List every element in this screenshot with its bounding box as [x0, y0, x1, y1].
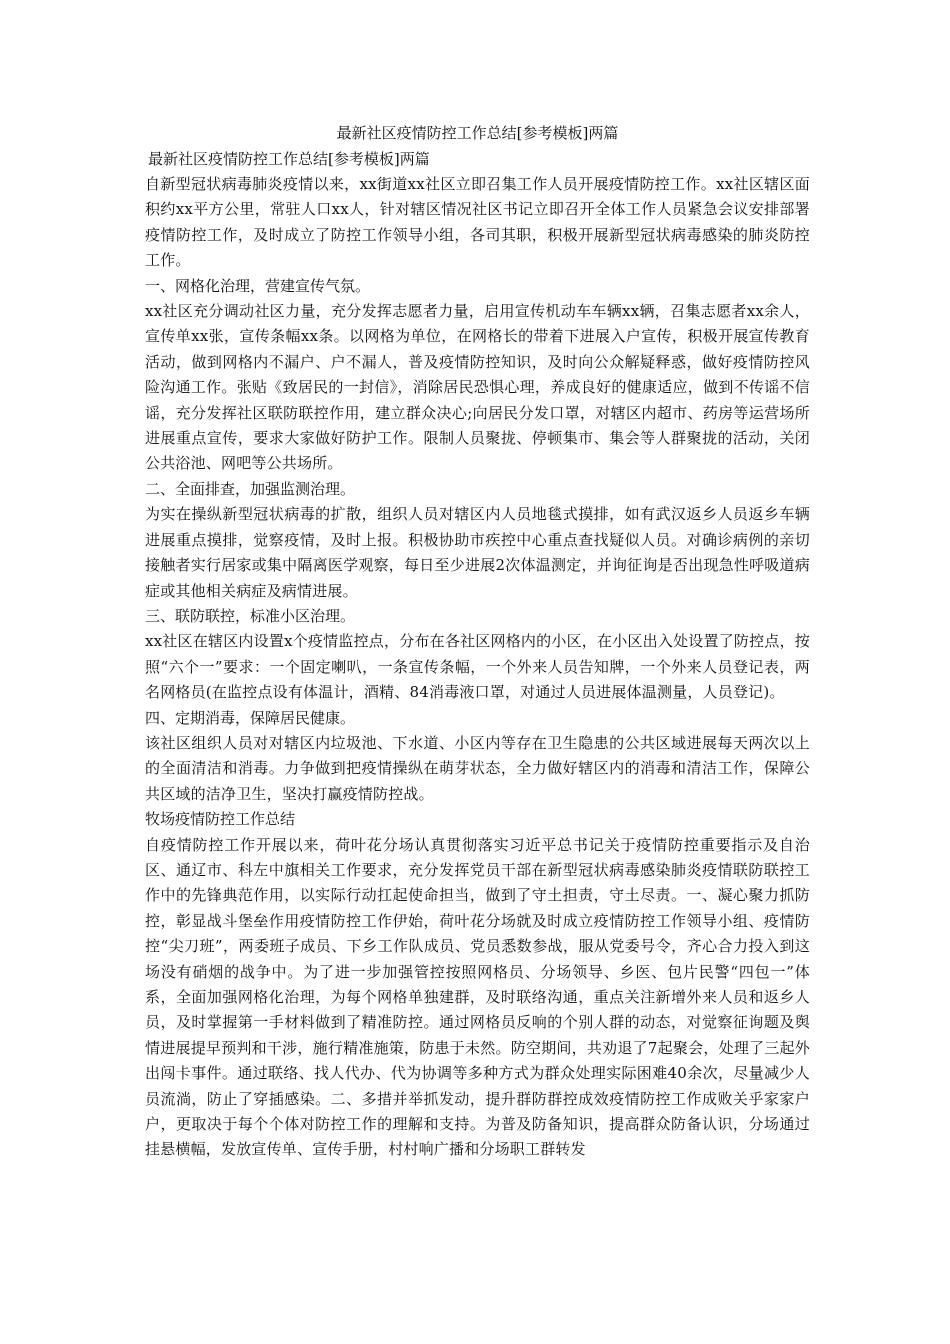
document-title: 最新社区疫情防控工作总结[参考模板]两篇	[336, 124, 619, 142]
intro-paragraph: 自新型冠状病毒肺炎疫情以来，xx街道xx社区立即召集工作人员开展疫情防控工作。xx社区辖区面积约xx平方公里，常驻人口xx人，针对辖区情况社区书记立即召开全体工作人员紧急会议安排部署疫情防控工作，及时成立了防控工作领导小组，各司其职，积极开展新型冠状病毒感染的肺炎防控工作。	[145, 175, 810, 270]
section-2-heading: 二、全面排查，加强监测治理。	[145, 479, 356, 498]
part-2-body: 自疫情防控工作开展以来，荷叶花分场认真贯彻落实习近平总书记关于疫情防控重要指示及自治区、通辽市、科左中旗相关工作要求，充分发挥党员干部在新型冠状病毒感染肺炎疫情联防联控工作中的先锋典范作用，以实际行动扛起使命担当，做到了守土担责，守土尽责。一、凝心聚力抓防控，彰显战斗堡垒作用疫情防控工作伊始，荷叶花分场就及时成立疫情防控工作领导小组、疫情防控“尖刀班”，两委班子成员、下乡工作队成员、党员悉数参战，服从党委号令，齐心合力投入到这场没有硝烟的战争中。为了进一步加强管控按照网格员、分场领导、乡医、包片民警“四包一”体系，全面加强网格化治理，为每个网格单独建群，及时联络沟通，重点关注新增外来人员和返乡人员，及时掌握第一手材料做到了精准防控。通过网格员反响的个别人群的动态，对觉察征询题及舆情进展提早预判和干涉，施行精准施策，防患于未然。防空期间，共劝退了7起聚会，处理了三起外出闯卡事件。通过联络、找人代办、代为协调等多种方式为群众处理实际困难40余次，尽量减少人员流淌，防止了穿插感染。二、多措并举抓发动，提升群防群控成效疫情防控工作成败关乎家家户户，更取决于每个个体对防控工作的理解和支持。为普及防备知识，提高群众防备认识，分场通过挂悬横幅，发放宣传单、宣传手册，村村响广播和分场职工群转发	[145, 835, 810, 1159]
section-3-body: xx社区在辖区内设置x个疫情监控点，分布在各社区网格内的小区，在小区出入处设置了防控点，按照“六个一”要求：一个固定喇叭，一条宣传条幅，一个外来人员告知牌，一个外来人员登记表，两名网格员(在监控点设有体温计，酒精、84消毒液口罩，对通过人员进展体温测量，人员登记)。	[145, 632, 810, 702]
section-1-heading: 一、网格化治理，营建宣传气氛。	[145, 276, 371, 295]
document-page	[145, 120, 810, 1163]
section-2-body: 为实在操纵新型冠状病毒的扩散，组织人员对辖区内人员地毯式摸排，如有武汉返乡人员返乡车辆进展重点摸排，觉察疫情，及时上报。积极协助市疾控中心重点查找疑似人员。对确诊病例的亲切接触者实行居家或集中隔离医学观察，每日至少进展2次体温测定，并询征询是否出现急性呼吸道病症或其他相关病症及病情进展。	[145, 505, 810, 600]
section-4-heading: 四、定期消毒，保障居民健康。	[145, 708, 356, 727]
section-1-body: xx社区充分调动社区力量，充分发挥志愿者力量，启用宣传机动车车辆xx辆，召集志愿者xx余人，宣传单xx张，宣传条幅xx条。以网格为单位，在网格长的带着下进展入户宣传，积极开展宣传教育活动，做到网格内不漏户、户不漏人，普及疫情防控知识，及时向公众解疑释惑，做好疫情防控风险沟通工作。张贴《致居民的一封信》，消除居民恐惧心理，养成良好的健康适应，做到不传谣不信谣，充分发挥社区联防联控作用，建立群众决心;向居民分发口罩，对辖区内超市、药房等运营场所进展重点宣传，要求大家做好防护工作。限制人员聚拢、停顿集市、集会等人群聚拢的活动，关闭公共浴池、网吧等公共场所。	[145, 302, 810, 473]
section-4-body: 该社区组织人员对对辖区内垃圾池、下水道、小区内等存在卫生隐患的公共区域进展每天两次以上的全面清洁和消毒。力争做到把疫情操纵在萌芽状态，全力做好辖区内的消毒和清洁工作，保障公共区域的洁净卫生，坚决打赢疫情防控战。	[145, 733, 810, 803]
part-2-heading: 牧场疫情防控工作总结	[145, 810, 296, 829]
document-subtitle: 最新社区疫情防控工作总结[参考模板]两篇	[148, 150, 430, 168]
section-3-heading: 三、联防联控，标准小区治理。	[145, 606, 356, 625]
